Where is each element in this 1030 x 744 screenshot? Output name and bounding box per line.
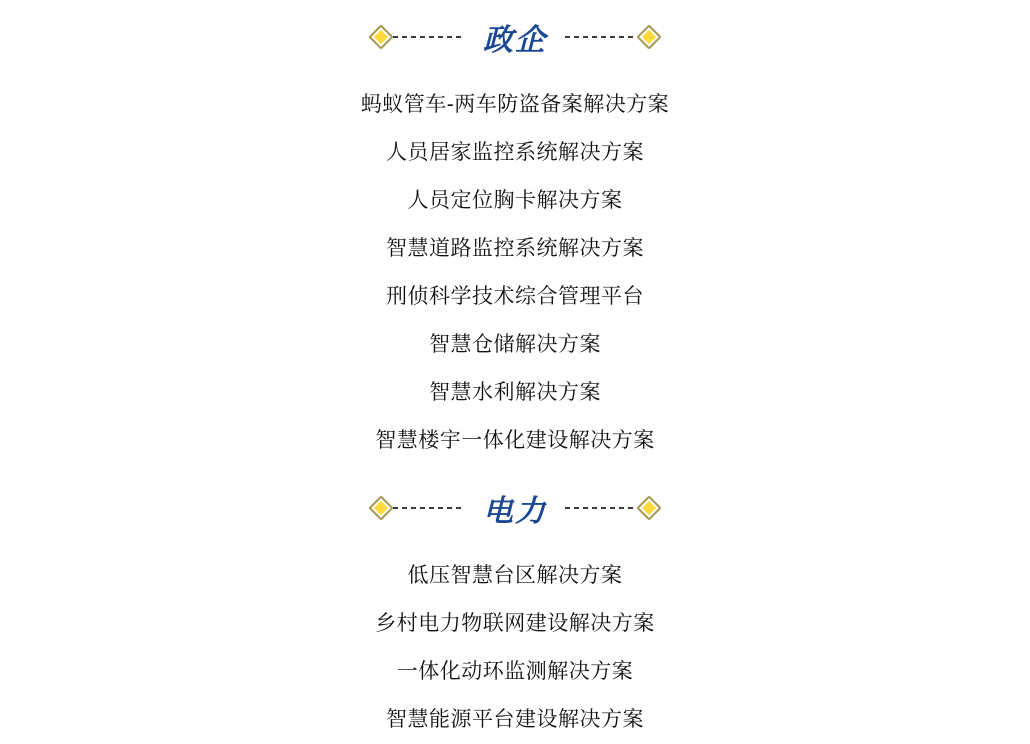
dashed-line (393, 507, 465, 509)
diamond-icon (368, 24, 393, 49)
solution-link[interactable]: 刑侦科学技术综合管理平台 (386, 285, 644, 308)
section-header-electric-power (0, 480, 1030, 536)
section-header-govt-enterprise (0, 9, 1030, 65)
solution-link[interactable]: 智慧水利解决方案 (429, 381, 601, 404)
dashed-line (565, 507, 637, 509)
solution-link[interactable]: 人员定位胸卡解决方案 (407, 189, 623, 212)
diamond-icon (368, 495, 393, 520)
solution-link[interactable]: 低压智慧台区解决方案 (407, 564, 623, 587)
section-title: 电力 (483, 495, 547, 528)
solution-link[interactable]: 智慧仓储解决方案 (429, 333, 601, 356)
solution-link[interactable]: 智慧道路监控系统解决方案 (386, 237, 644, 260)
solution-list-govt-enterprise (0, 81, 1030, 465)
header-right-decor (565, 28, 658, 46)
solution-list-electric-power (0, 552, 1030, 744)
solution-link[interactable]: 一体化动环监测解决方案 (396, 660, 634, 683)
solution-link[interactable]: 人员居家监控系统解决方案 (386, 141, 644, 164)
header-left-decor (372, 499, 465, 517)
section-title: 政企 (483, 24, 547, 57)
header-right-decor (565, 499, 658, 517)
solution-link[interactable]: 蚂蚁管车-两车防盗备案解决方案 (360, 93, 670, 116)
diamond-icon (636, 24, 661, 49)
solution-link[interactable]: 乡村电力物联网建设解决方案 (375, 612, 655, 635)
dashed-line (565, 36, 637, 38)
solution-link[interactable]: 智慧能源平台建设解决方案 (386, 708, 644, 731)
header-left-decor (372, 28, 465, 46)
dashed-line (393, 36, 465, 38)
solution-link[interactable]: 智慧楼宇一体化建设解决方案 (375, 429, 655, 452)
diamond-icon (636, 495, 661, 520)
